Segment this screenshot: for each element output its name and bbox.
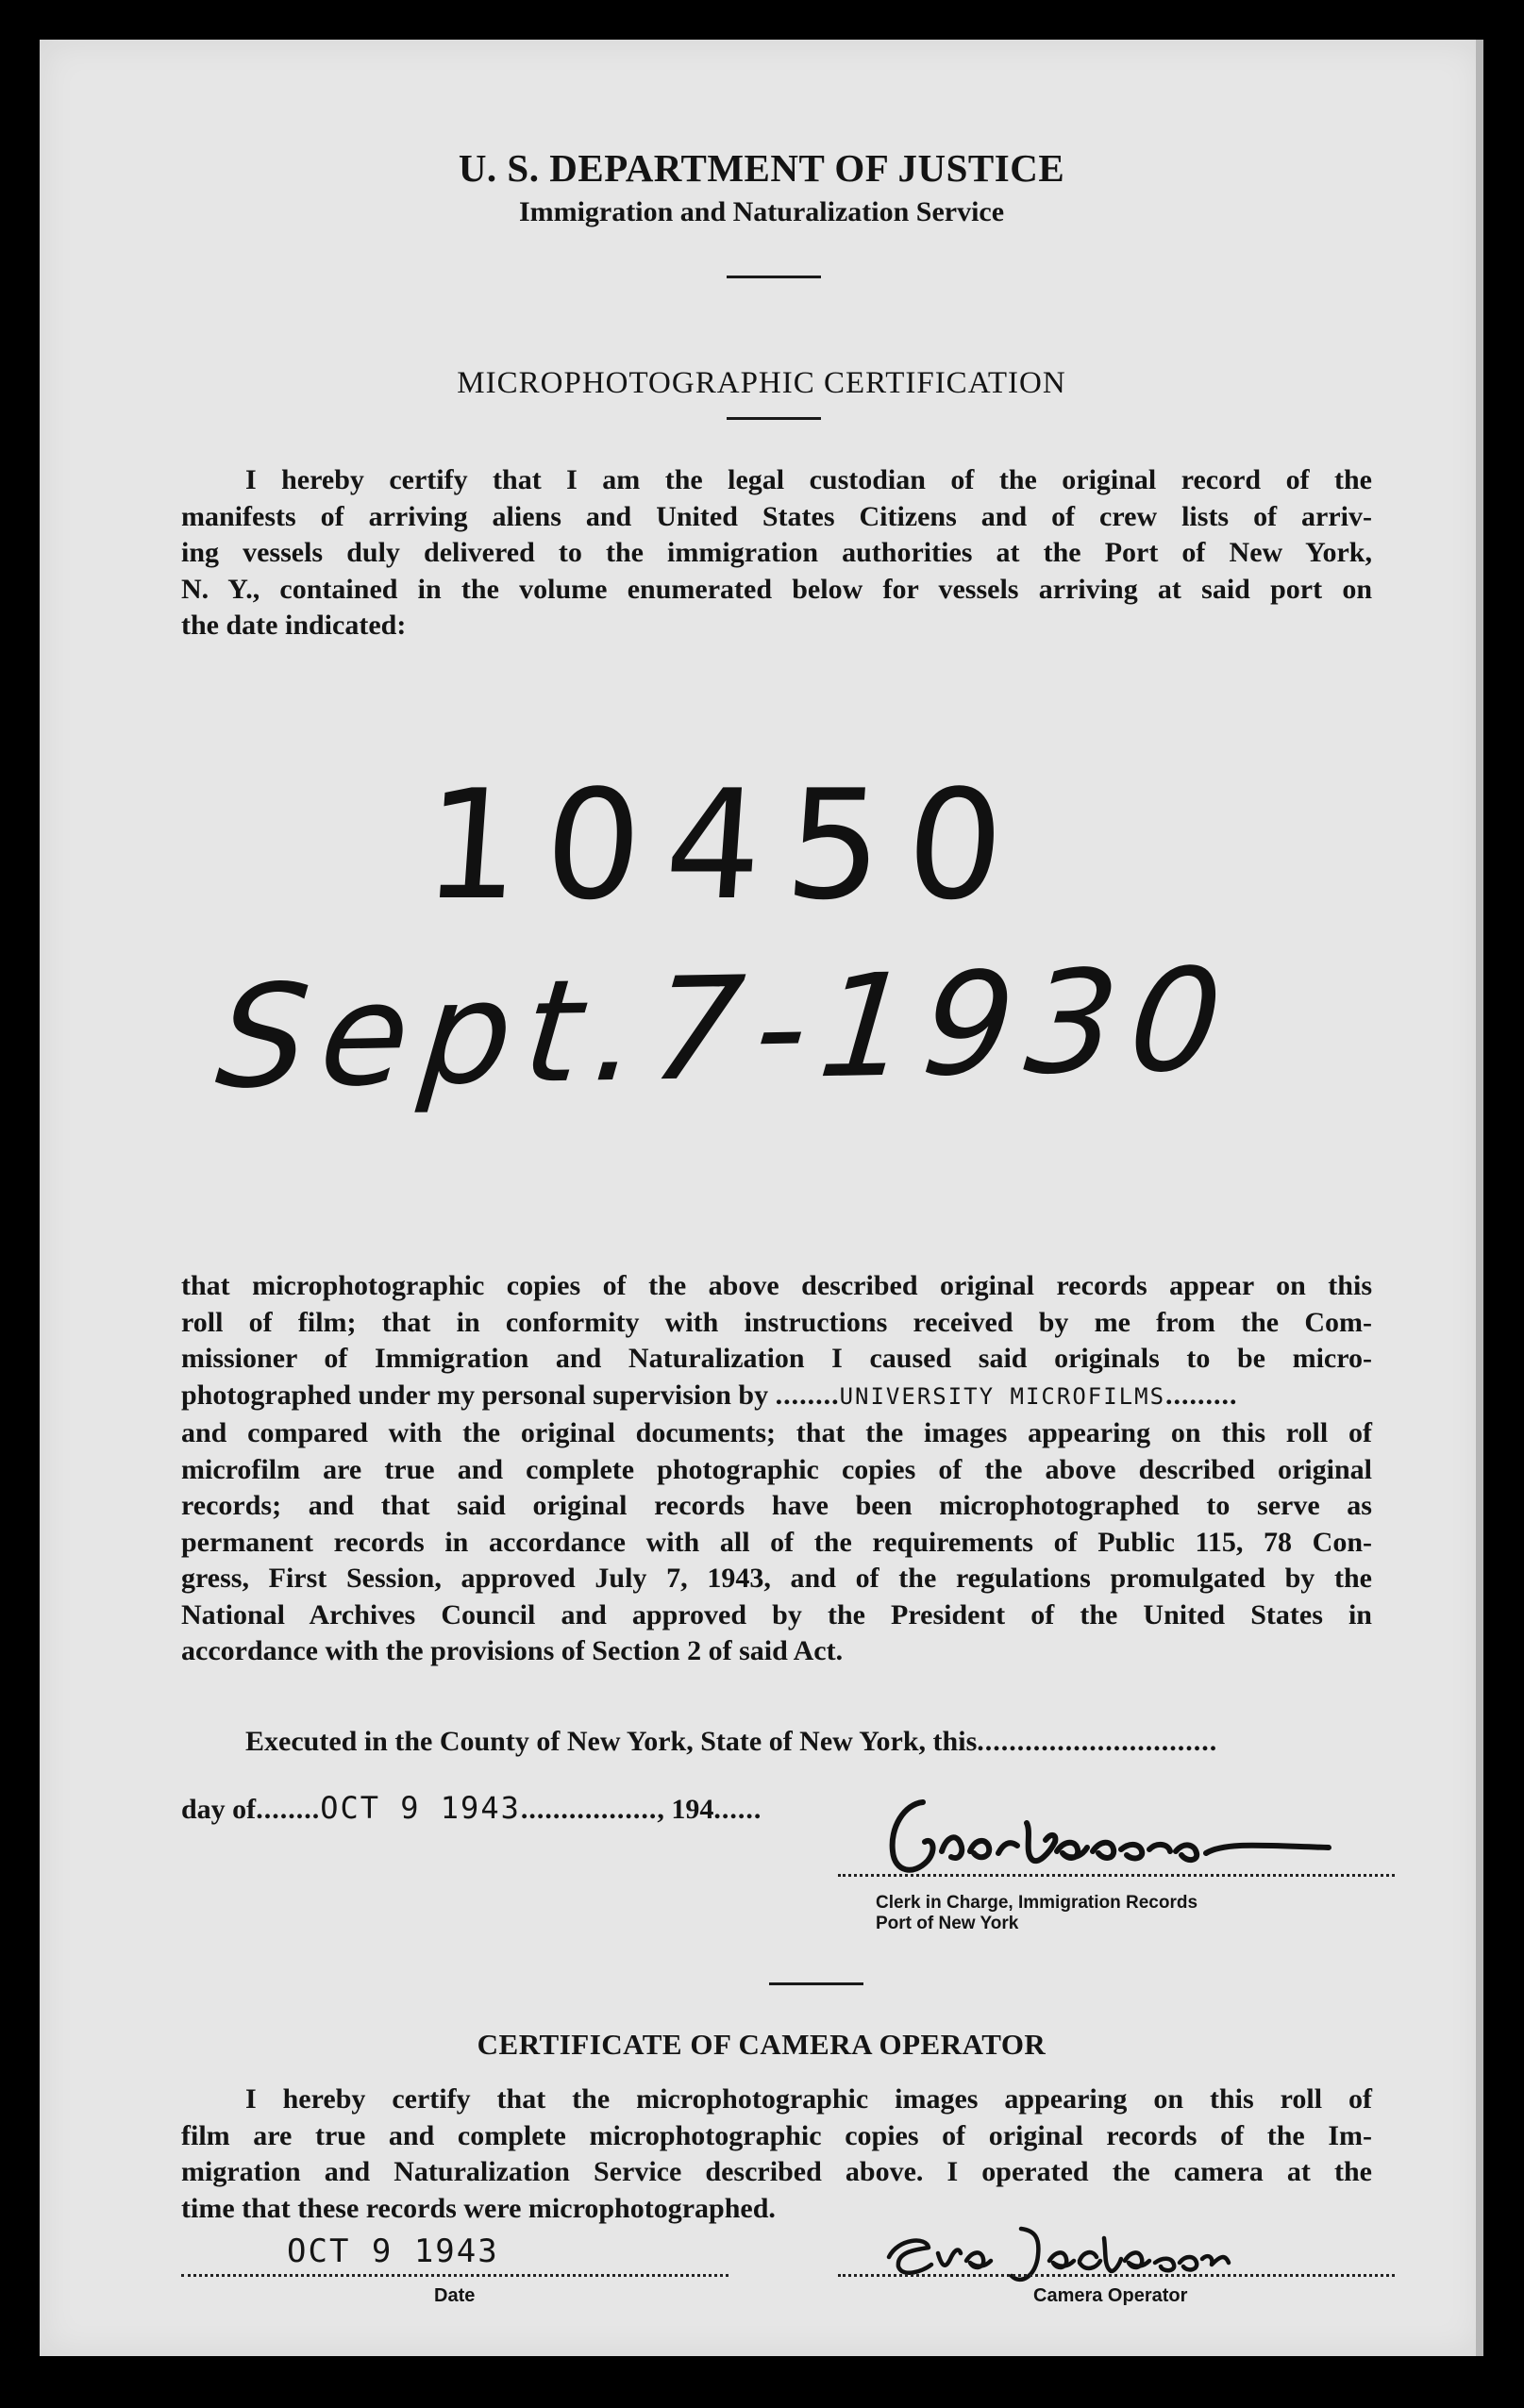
day-dots: ........	[256, 1794, 321, 1825]
clerk-caption-line: Port of New York	[876, 1914, 1019, 1933]
day-line	[181, 1790, 762, 1826]
body-line: missioner of Immigration and Naturalization I caused said originals to be micro-	[181, 1343, 1372, 1374]
intro-line: the date indicated:	[181, 610, 407, 641]
year-prefix: , 194	[657, 1794, 714, 1825]
camera-line: migration and Naturalization Service described above. I operated the camera at the	[181, 2156, 1372, 2187]
body-line: gress, First Session, approved July 7, 1943, and of the regulations promulgated by the	[181, 1563, 1372, 1594]
date-label: Date	[434, 2285, 476, 2306]
certification-title: MICROPHOTOGRAPHIC CERTIFICATION	[457, 366, 1066, 400]
body-line: roll of film; that in conformity with instructions received by me from the Com-	[181, 1306, 1372, 1338]
executed-dots: ..............................	[977, 1726, 1218, 1757]
intro-line: ing vessels duly delivered to the immigration authorities at the Port of New York,	[181, 537, 1372, 568]
divider	[727, 417, 821, 420]
year-dots: ......	[713, 1794, 762, 1825]
supervision-line	[181, 1378, 1372, 1415]
certificate-page	[40, 40, 1483, 2356]
body-line: permanent records in accordance with all of the requirements of Public 115, 78 Con-	[181, 1526, 1372, 1558]
intro-line: manifests of arriving aliens and United States Citizens and of crew lists of arriv-	[181, 500, 1372, 532]
intro-line: N. Y., contained in the volume enumerated below for vessels arriving at said port on	[181, 573, 1372, 605]
camera-certificate-title: CERTIFICATE OF CAMERA OPERATOR	[477, 2028, 1047, 2061]
body-paragraph-a	[181, 1268, 1372, 1378]
handwritten-volume-date: Sept.7-1930	[210, 938, 1242, 1121]
trail-dots: .........	[1165, 1380, 1238, 1411]
service-subheading: Immigration and Naturalization Service	[518, 196, 1005, 227]
operator-date-stamp: OCT 9 1943	[287, 2232, 499, 2270]
university-microfilms-stamp: UNIVERSITY MICROFILMS	[839, 1383, 1166, 1410]
camera-operator-label: Camera Operator	[1033, 2285, 1188, 2306]
body-paragraph-b	[181, 1415, 1372, 1670]
clerk-signature-line	[838, 1874, 1395, 1877]
body-line: that microphotographic copies of the above described original records appear on this	[181, 1270, 1372, 1301]
agency-heading: U. S. DEPARTMENT OF JUSTICE	[458, 146, 1065, 190]
camera-line: time that these records were microphotographed.	[181, 2192, 776, 2224]
body-line: accordance with the provisions of Section 2 of said Act.	[181, 1635, 844, 1666]
leader-dots: ........	[775, 1380, 840, 1411]
body-line: National Archives Council and approved by the President of the United States in	[181, 1598, 1372, 1630]
date-stamp: OCT 9 1943	[320, 1790, 521, 1826]
date-line	[181, 2274, 729, 2277]
intro-paragraph	[181, 462, 1372, 644]
executed-text: Executed in the County of New York, State of New York, this	[245, 1726, 978, 1757]
executed-line	[245, 1726, 1217, 1758]
camera-line: film are true and complete microphotographic copies of original records of the Im-	[181, 2119, 1372, 2151]
clerk-caption-line: Clerk in Charge, Immigration Records	[876, 1893, 1198, 1913]
camera-line: I hereby certify that the microphotographic images appearing on this roll of	[245, 2083, 1372, 2115]
day-dots: .................	[520, 1794, 658, 1825]
clerk-caption	[876, 1893, 1197, 1934]
body-line: and compared with the original documents; that the images appearing on this roll of	[181, 1417, 1372, 1448]
handwritten-volume-number: 10450	[418, 757, 1034, 933]
camera-certificate-paragraph	[181, 2082, 1372, 2227]
operator-signature-line	[838, 2274, 1395, 2277]
day-prefix: day of	[181, 1794, 257, 1825]
body-line: microfilm are true and complete photographic copies of the above described original	[181, 1453, 1372, 1485]
intro-line: I hereby certify that I am the legal custodian of the original record of the	[245, 464, 1372, 495]
supervision-prefix: photographed under my personal supervision by	[181, 1380, 769, 1411]
divider	[727, 276, 821, 278]
body-line: records; and that said original records have been microphotographed to serve as	[181, 1490, 1372, 1521]
divider	[769, 1982, 863, 1985]
